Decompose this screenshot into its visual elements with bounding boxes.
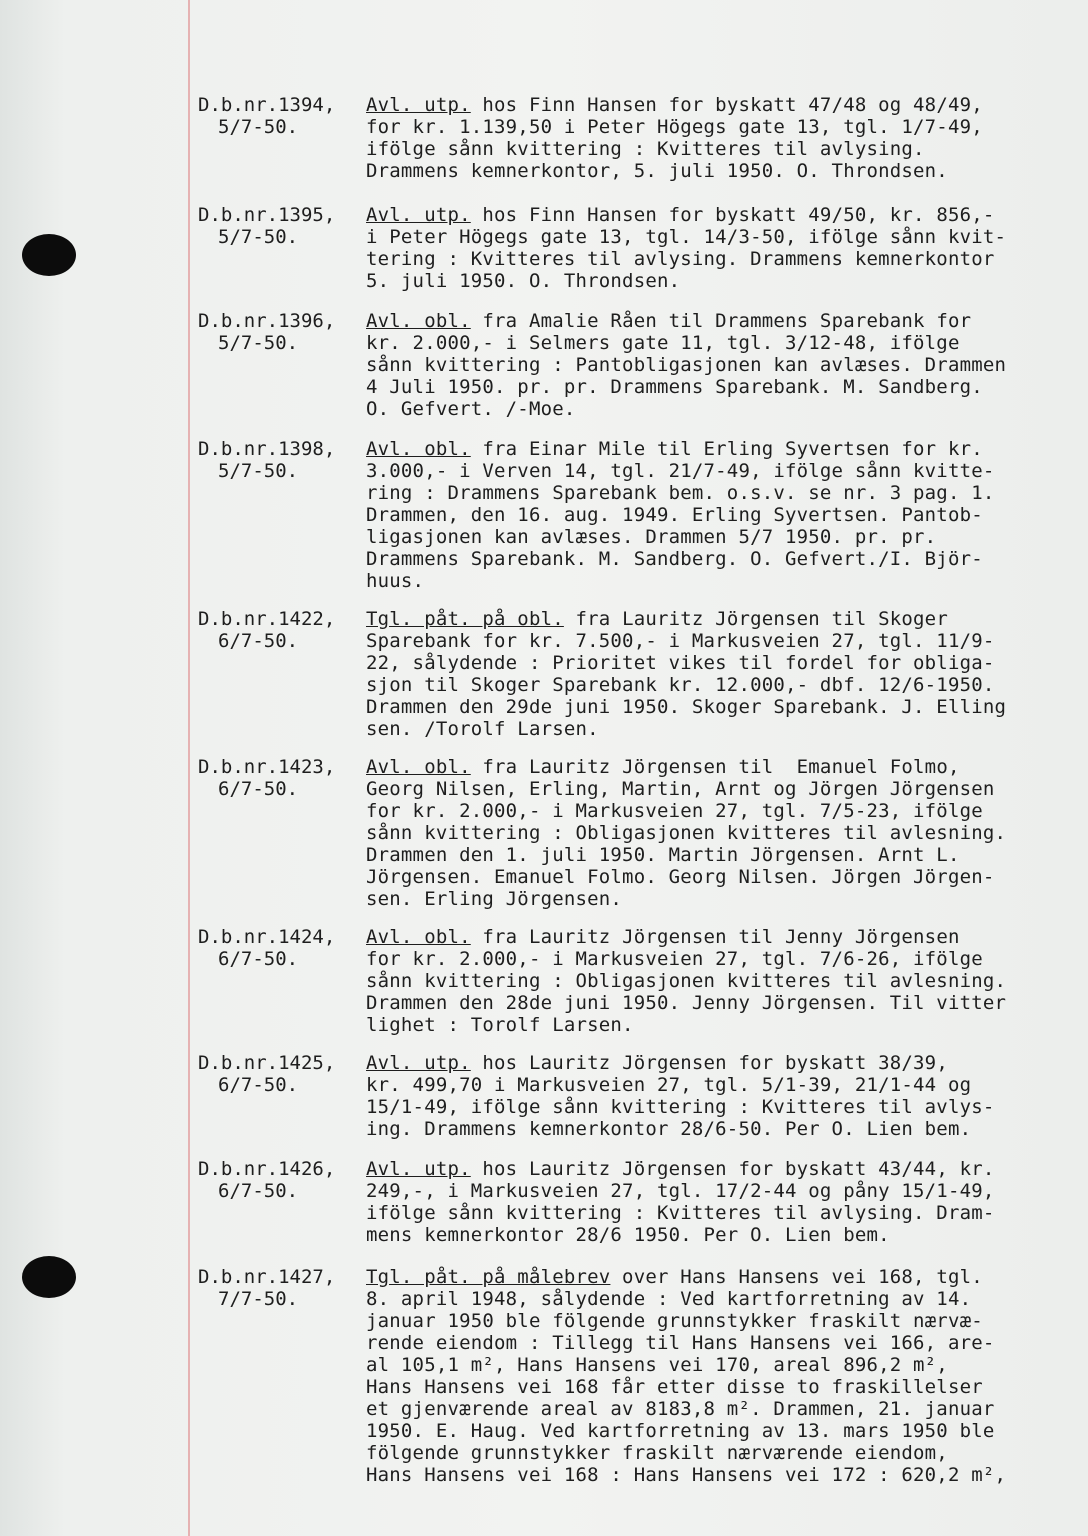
entry-line: 249,-, i Markusveien 27, tgl. 17/2-44 og påny 15/1-49, — [366, 1180, 995, 1202]
ref-number: D.b.nr.1395, — [198, 204, 336, 226]
entry-line: ligasjonen kan avlæses. Drammen 5/7 1950. pr. pr. — [366, 526, 937, 548]
entry-heading: Avl. obl. — [366, 310, 471, 332]
entry-heading: Tgl. påt. på målebrev — [366, 1266, 611, 1288]
entry-line: fra Lauritz Jörgensen til Jenny Jörgensen — [470, 926, 960, 948]
ref-date: 6/7-50. — [218, 1180, 299, 1202]
entry-ref — [198, 204, 358, 248]
entry-heading: Avl. obl. — [366, 438, 471, 460]
entry-line: fra Lauritz Jörgensen til Skoger — [563, 608, 948, 630]
entry-ref — [198, 94, 358, 138]
entry-line: 3.000,- i Verven 14, tgl. 21/7-49, ifölge sånn kvitte- — [366, 460, 995, 482]
ref-date: 6/7-50. — [218, 1074, 299, 1096]
ref-date: 6/7-50. — [218, 630, 299, 652]
entry-text — [366, 438, 1066, 592]
ref-number: D.b.nr.1424, — [198, 926, 336, 948]
entry-line: sånn kvittering : Obligasjonen kvitteres til avlesning. — [366, 822, 1007, 844]
entry-line: hos Finn Hansen for byskatt 47/48 og 48/49, — [470, 94, 983, 116]
entry-line: al 105,1 m², Hans Hansens vei 170, areal 896,2 m², — [366, 1354, 948, 1376]
entry-line: over Hans Hansens vei 168, tgl. — [610, 1266, 983, 1288]
entry-ref — [198, 310, 358, 354]
ref-date: 5/7-50. — [218, 460, 299, 482]
entry-heading: Tgl. påt. på obl. — [366, 608, 564, 630]
entry-line: Jörgensen. Emanuel Folmo. Georg Nilsen. Jörgen Jörgen- — [366, 866, 995, 888]
entry-line: ifölge sånn kvittering : Kvitteres til avlysing. Dram- — [366, 1202, 995, 1224]
entry-line: kr. 499,70 i Markusveien 27, tgl. 5/1-39, 21/1-44 og — [366, 1074, 972, 1096]
entry-line: Drammen, den 16. aug. 1949. Erling Syvertsen. Pantob- — [366, 504, 983, 526]
punch-hole-top — [22, 234, 76, 276]
entry-ref — [198, 926, 358, 970]
entry-ref — [198, 1266, 358, 1310]
entry-line: mens kemnerkontor 28/6 1950. Per O. Lien bem. — [366, 1224, 890, 1246]
ref-number: D.b.nr.1427, — [198, 1266, 336, 1288]
ref-date: 6/7-50. — [218, 948, 299, 970]
entry-line: et gjenværende areal av 8183,8 m². Drammen, 21. januar — [366, 1398, 995, 1420]
entry-line: 15/1-49, ifölge sånn kvittering : Kvitteres til avlys- — [366, 1096, 995, 1118]
entry-line: Hans Hansens vei 168 : Hans Hansens vei 172 : 620,2 m², — [366, 1464, 1007, 1486]
entry-text — [366, 1266, 1066, 1486]
entry-text — [366, 926, 1066, 1036]
entry-line: 22, sålydende : Prioritet vikes til fordel for obliga- — [366, 652, 995, 674]
entry-ref — [198, 756, 358, 800]
entry-line: sen. /Torolf Larsen. — [366, 718, 599, 740]
entry-line: ing. Drammens kemnerkontor 28/6-50. Per O. Lien bem. — [366, 1118, 972, 1140]
ref-date: 7/7-50. — [218, 1288, 299, 1310]
entry-line: 5. juli 1950. O. Throndsen. — [366, 270, 681, 292]
entry-line: 4 Juli 1950. pr. pr. Drammens Sparebank. M. Sandberg. — [366, 376, 983, 398]
ref-number: D.b.nr.1422, — [198, 608, 336, 630]
entry-line: Georg Nilsen, Erling, Martin, Arnt og Jörgen Jörgensen — [366, 778, 995, 800]
entry-heading: Avl. utp. — [366, 94, 471, 116]
entry-heading: Avl. obl. — [366, 926, 471, 948]
entry-line: Drammen den 29de juni 1950. Skoger Sparebank. J. Elling — [366, 696, 1007, 718]
ref-date: 5/7-50. — [218, 226, 299, 248]
entry-line: Sparebank for kr. 7.500,- i Markusveien 27, tgl. 11/9- — [366, 630, 995, 652]
ref-date: 6/7-50. — [218, 778, 299, 800]
entry-line: Drammen den 1. juli 1950. Martin Jörgensen. Arnt L. — [366, 844, 960, 866]
entry-line: for kr. 1.139,50 i Peter Högegs gate 13, tgl. 1/7-49, — [366, 116, 983, 138]
entry-line: Drammen den 28de juni 1950. Jenny Jörgensen. Til vitter — [366, 992, 1007, 1014]
entry-heading: Avl. utp. — [366, 1052, 471, 1074]
entry-text — [366, 204, 1066, 292]
entry-line: tering : Kvitteres til avlysing. Drammens kemnerkontor — [366, 248, 995, 270]
entry-ref — [198, 438, 358, 482]
entry-line: fra Lauritz Jörgensen til Emanuel Folmo, — [470, 756, 960, 778]
entry-line: hos Finn Hansen for byskatt 49/50, kr. 856,- — [470, 204, 995, 226]
entry-line: Drammens Sparebank. M. Sandberg. O. Gefvert./I. Björ- — [366, 548, 983, 570]
margin-rule — [188, 0, 190, 1536]
ref-number: D.b.nr.1398, — [198, 438, 336, 460]
entry-text — [366, 310, 1066, 420]
entry-ref — [198, 1158, 358, 1202]
entry-line: fra Einar Mile til Erling Syvertsen for kr. — [470, 438, 983, 460]
entry-text — [366, 756, 1066, 910]
entry-line: ring : Drammens Sparebank bem. o.s.v. se nr. 3 pag. 1. — [366, 482, 995, 504]
entry-line: januar 1950 ble fölgende grunnstykker fraskilt nærvæ- — [366, 1310, 983, 1332]
ref-number: D.b.nr.1425, — [198, 1052, 336, 1074]
entry-line: 1950. E. Haug. Ved kartforretning av 13. mars 1950 ble — [366, 1420, 995, 1442]
entry-line: i Peter Högegs gate 13, tgl. 14/3-50, ifölge sånn kvit- — [366, 226, 1007, 248]
entry-line: for kr. 2.000,- i Markusveien 27, tgl. 7/5-23, ifölge — [366, 800, 983, 822]
entry-ref — [198, 1052, 358, 1096]
entry-line: fra Amalie Råen til Drammens Sparebank for — [470, 310, 972, 332]
entry-text — [366, 94, 1066, 182]
ref-number: D.b.nr.1426, — [198, 1158, 336, 1180]
entry-line: ifölge sånn kvittering : Kvitteres til avlysing. — [366, 138, 925, 160]
entry-line: sånn kvittering : Obligasjonen kvitteres til avlesning. — [366, 970, 1007, 992]
entry-line: for kr. 2.000,- i Markusveien 27, tgl. 7/6-26, ifölge — [366, 948, 983, 970]
entry-text — [366, 1052, 1066, 1140]
entry-line: sen. Erling Jörgensen. — [366, 888, 623, 910]
entry-line: sånn kvittering : Pantobligasjonen kan avlæses. Drammen — [366, 354, 1007, 376]
entry-line: hos Lauritz Jörgensen for byskatt 43/44, kr. — [470, 1158, 995, 1180]
entry-line: O. Gefvert. /-Moe. — [366, 398, 576, 420]
entry-line: fölgende grunnstykker fraskilt nærværende eiendom, — [366, 1442, 948, 1464]
ref-number: D.b.nr.1396, — [198, 310, 336, 332]
entry-heading: Avl. utp. — [366, 204, 471, 226]
entry-text — [366, 608, 1066, 740]
entry-text — [366, 1158, 1066, 1246]
entry-line: huus. — [366, 570, 425, 592]
ref-number: D.b.nr.1394, — [198, 94, 336, 116]
entry-ref — [198, 608, 358, 652]
entry-line: rende eiendom : Tillegg til Hans Hansens vei 166, are- — [366, 1332, 995, 1354]
entry-line: Drammens kemnerkontor, 5. juli 1950. O. Throndsen. — [366, 160, 948, 182]
entry-line: 8. april 1948, sålydende : Ved kartforretning av 14. — [366, 1288, 972, 1310]
punch-hole-bottom — [22, 1256, 76, 1298]
entry-line: hos Lauritz Jörgensen for byskatt 38/39, — [470, 1052, 948, 1074]
entry-line: kr. 2.000,- i Selmers gate 11, tgl. 3/12-48, ifölge — [366, 332, 960, 354]
entry-line: Hans Hansens vei 168 får etter disse to fraskillelser — [366, 1376, 983, 1398]
entry-heading: Avl. obl. — [366, 756, 471, 778]
ref-date: 5/7-50. — [218, 116, 299, 138]
entry-heading: Avl. utp. — [366, 1158, 471, 1180]
ref-number: D.b.nr.1423, — [198, 756, 336, 778]
entry-line: lighet : Torolf Larsen. — [366, 1014, 634, 1036]
entry-line: sjon til Skoger Sparebank kr. 12.000,- dbf. 12/6-1950. — [366, 674, 995, 696]
ref-date: 5/7-50. — [218, 332, 299, 354]
